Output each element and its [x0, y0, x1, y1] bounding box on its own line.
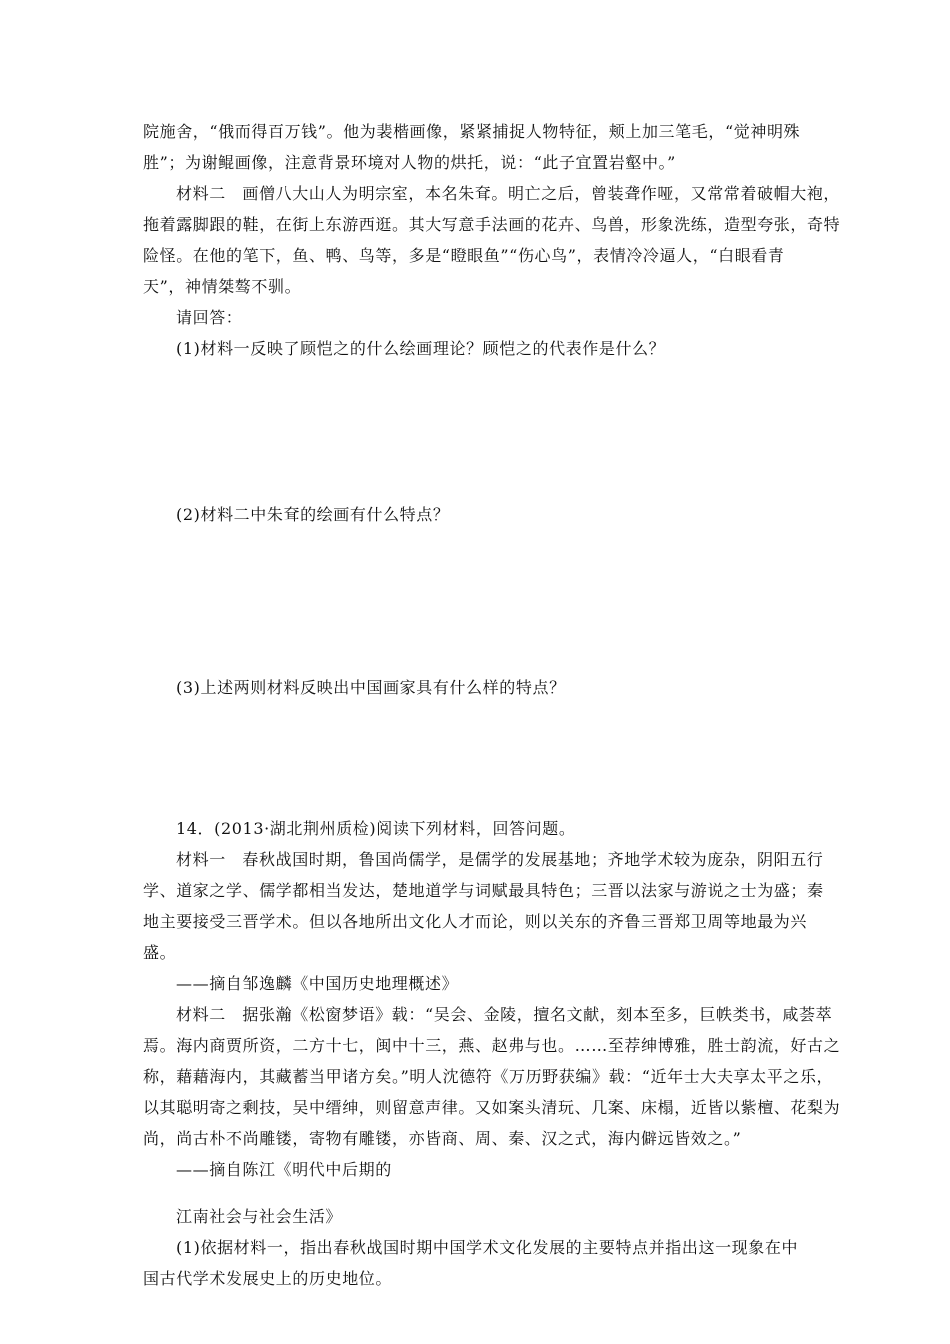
question-1: (1)材料一反映了顾恺之的什么绘画理论？顾恺之的代表作是什么？ — [176, 339, 666, 358]
text-line: 请回答： — [176, 308, 243, 327]
text-line: 拖着露脚跟的鞋，在街上东游西逛。其大写意手法画的花卉、鸟兽，形象洗练，造型夸张，奇特 — [143, 215, 841, 234]
text-line: 以其聪明寄之剩技，吴中缙绅，则留意声律。又如案头清玩、几案、床榻，近皆以紫檀、花梨为 — [143, 1098, 841, 1117]
text-line: 材料二 画僧八大山人为明宗室，本名朱耷。明亡之后，曾装聋作哑，又常常着破帽大袍， — [176, 184, 841, 203]
question-2: (2)材料二中朱耷的绘画有什么特点？ — [176, 505, 450, 524]
citation: 江南社会与社会生活》 — [176, 1207, 343, 1226]
text-line: 险怪。在他的笔下，鱼、鸭、鸟等，多是“瞪眼鱼”“伤心鸟”，表情冷冷逼人，“白眼看青 — [143, 246, 785, 265]
text-line: 称，藉藉海内，其藏蓄当甲诸方矣。”明人沈德符《万历野获编》载：“近年士大夫享太平之乐， — [143, 1067, 834, 1086]
citation: ——摘自陈江《明代中后期的 — [176, 1160, 392, 1179]
text-line: 院施舍，“俄而得百万钱”。他为裴楷画像，紧紧捕捉人物特征，颊上加三笔毛，“觉神明殊 — [143, 122, 801, 141]
text-line: 胜”；为谢鲲画像，注意背景环境对人物的烘托，说：“此子宜置岩壑中。” — [143, 153, 676, 172]
text-line: 天”，神情桀骜不驯。 — [143, 277, 302, 296]
sub-question-1: (1)依据材料一，指出春秋战国时期中国学术文化发展的主要特点并指出这一现象在中 — [176, 1238, 799, 1257]
question-14-header: 14．(2013·湖北荆州质检)阅读下列材料，回答问题。 — [176, 819, 576, 838]
question-3: (3)上述两则材料反映出中国画家具有什么样的特点？ — [176, 678, 566, 697]
text-line: 地主要接受三晋学术。但以各地所出文化人才而论，则以关东的齐鲁三晋郑卫周等地最为兴 — [143, 912, 808, 931]
text-line: 学、道家之学、儒学都相当发达，楚地道学与词赋最具特色；三晋以法家与游说之士为盛；秦 — [143, 881, 824, 900]
text-line: 焉。海内商贾所资，二方十七，闽中十三，燕、赵弗与也。……至荐绅博雅，胜士韵流，好古之 — [143, 1036, 841, 1055]
text-line: 国古代学术发展史上的历史地位。 — [143, 1269, 393, 1288]
text-line: 尚，尚古朴不尚雕镂，寄物有雕镂，亦皆商、周、秦、汉之式，海内僻远皆效之。” — [143, 1129, 742, 1148]
text-line: 材料二 据张瀚《松窗梦语》载：“吴会、金陵，擅名文献，刻本至多，巨帙类书，咸荟萃 — [176, 1005, 833, 1024]
text-line: 盛。 — [143, 943, 177, 962]
text-line: 材料一 春秋战国时期，鲁国尚儒学，是儒学的发展基地；齐地学术较为庞杂，阴阳五行 — [176, 850, 824, 869]
citation: ——摘自邹逸麟《中国历史地理概述》 — [176, 974, 459, 993]
